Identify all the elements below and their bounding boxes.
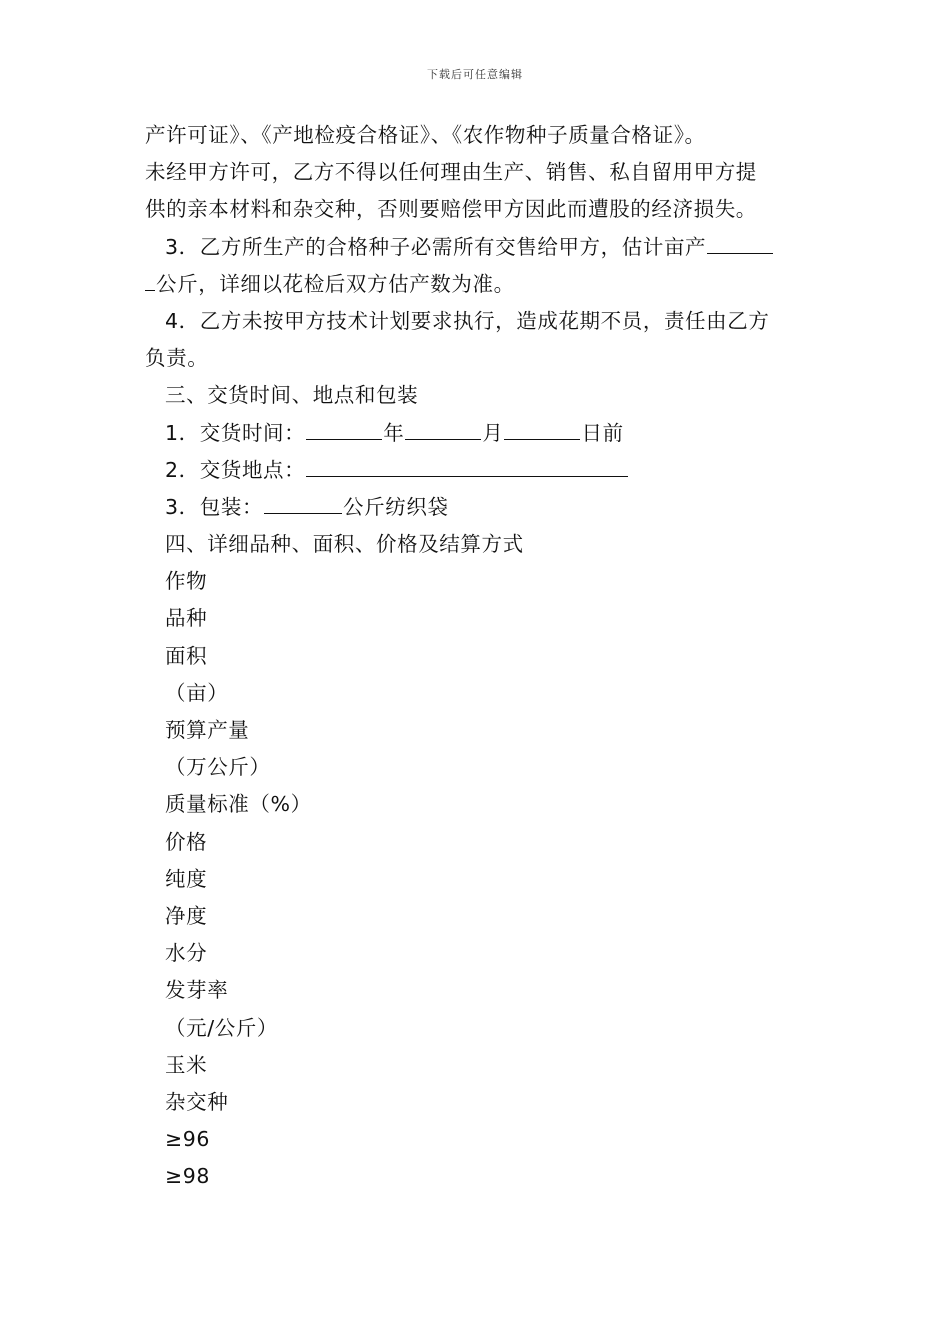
- table-cell-text: 价格: [165, 829, 208, 854]
- table-cell-text: （万公斤）: [165, 755, 271, 780]
- table-cell-list: [145, 563, 810, 1195]
- delivery-place-label: 2．交货地点：: [165, 457, 306, 482]
- clause-3-text-continued: 公斤，详细以花检后双方估产数为准。: [156, 271, 515, 296]
- section-3-title: 三、交货时间、地点和包装: [165, 383, 419, 408]
- packaging-line: [145, 489, 810, 526]
- table-cell-text: 品种: [165, 606, 208, 631]
- yield-blank-line: [707, 231, 773, 254]
- document-body: [145, 117, 810, 1195]
- year-label: 年: [383, 420, 405, 445]
- clause-4-line-1: 4．乙方未按甲方技术计划要求执行，造成花期不员，责任由乙方: [165, 308, 770, 333]
- table-cell-text: 作物: [165, 569, 208, 594]
- month-label: 月: [482, 420, 504, 445]
- page-header: 下载后可任意编辑: [427, 68, 523, 81]
- table-cell-text: ≥98: [165, 1164, 211, 1189]
- day-blank: [504, 417, 580, 440]
- place-blank: [306, 454, 628, 477]
- table-cell-text: ≥96: [165, 1127, 211, 1152]
- packaging-blank: [264, 491, 342, 514]
- day-before-label: 日前: [581, 420, 624, 445]
- delivery-time-label: 1．交货时间：: [165, 420, 306, 445]
- yield-blank-line-continued: [145, 268, 155, 291]
- packaging-label: 3．包装：: [165, 494, 264, 519]
- table-cell-text: 面积: [165, 643, 208, 668]
- clause-3-line-1: [145, 229, 810, 266]
- clause-4-line-2: 负责。: [145, 346, 209, 371]
- table-cell-text: 纯度: [165, 866, 208, 891]
- table-cell-text: 发芽率: [165, 978, 229, 1003]
- paragraph-line: 供的亲本材料和杂交种，否则要赔偿甲方因此而遭股的经济损失。: [145, 197, 757, 222]
- clause-3-line-2: [145, 266, 810, 303]
- table-cell-text: （元/公斤）: [165, 1015, 279, 1040]
- paragraph-line: 产许可证》、《产地检疫合格证》、《农作物种子质量合格证》。: [145, 123, 706, 147]
- table-cell-text: 玉米: [165, 1052, 208, 1077]
- table-cell-text: 质量标准（%）: [165, 792, 312, 817]
- year-blank: [306, 417, 382, 440]
- clause-3-text: 3．乙方所生产的合格种子必需所有交售给甲方，估计亩产: [165, 234, 707, 259]
- delivery-place-line: [145, 452, 810, 489]
- table-cell-text: 预算产量: [165, 718, 250, 742]
- paragraph-line: 未经甲方许可，乙方不得以任何理由生产、销售、私自留用甲方提: [145, 160, 757, 185]
- packaging-unit: 公斤纺织袋: [343, 494, 449, 519]
- table-cell-text: 水分: [165, 941, 208, 966]
- month-blank: [405, 417, 481, 440]
- table-cell-text: 净度: [165, 903, 208, 928]
- table-cell-text: （亩）: [165, 680, 229, 705]
- section-4-title: 四、详细品种、面积、价格及结算方式: [165, 532, 524, 557]
- delivery-time-line: [145, 415, 810, 452]
- table-cell-text: 杂交种: [165, 1089, 229, 1114]
